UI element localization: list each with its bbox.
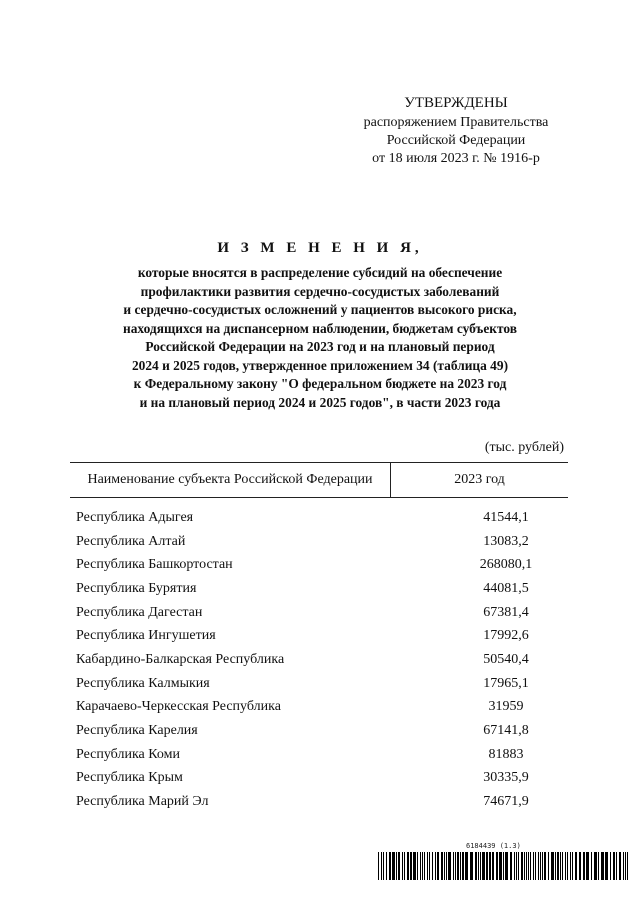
approval-heading: УТВЕРЖДЕНЫ — [404, 95, 508, 111]
row-value: 17965,1 — [483, 675, 529, 691]
row-value: 74671,9 — [483, 794, 529, 810]
row-value: 44081,5 — [483, 580, 529, 596]
row-value: 67141,8 — [483, 723, 529, 739]
subtitle-line: профилактики развития сердечно-сосудистых заболеваний — [140, 283, 500, 299]
row-name: Республика Дагестан — [76, 604, 203, 620]
subtitle-line: которые вносятся в распределение субсидий на обеспечение — [137, 265, 503, 280]
barcode-label: 6184439 (1.3) — [466, 842, 521, 850]
row-name: Республика Крым — [76, 770, 183, 786]
table-row — [76, 790, 566, 814]
barcode-icon — [378, 852, 630, 880]
document-subtitle — [60, 264, 580, 412]
subtitle-line: и на плановый период 2024 и 2025 годов", в части 2023 года — [139, 394, 501, 410]
header-year: 2023 год — [454, 472, 505, 487]
approval-stamp — [340, 94, 572, 168]
table-row — [76, 577, 566, 601]
table-row — [76, 530, 566, 554]
row-value: 67381,4 — [483, 604, 529, 620]
approval-line-2: Российской Федерации — [386, 133, 526, 148]
row-name: Республика Коми — [76, 746, 180, 762]
row-name: Республика Башкортостан — [76, 557, 233, 573]
row-value: 50540,4 — [483, 651, 529, 667]
row-name: Республика Адыгея — [76, 509, 194, 525]
table-row — [76, 696, 566, 720]
barcode — [378, 842, 630, 882]
row-name: Республика Алтай — [76, 533, 186, 549]
row-value: 81883 — [488, 746, 524, 762]
row-name: Карачаево-Черкесская Республика — [76, 699, 281, 715]
row-value: 13083,2 — [483, 533, 529, 549]
subtitle-line: 2024 и 2025 годов, утвержденное приложением 34 (таблица 49) — [131, 357, 509, 373]
table-row — [76, 601, 566, 625]
row-value: 30335,9 — [483, 770, 529, 786]
subtitle-line: находящихся на диспансерном наблюдении, бюджетам субъектов — [123, 320, 517, 336]
row-value: 41544,1 — [483, 509, 529, 525]
row-name: Республика Марий Эл — [76, 794, 209, 810]
table-row — [76, 648, 566, 672]
row-name: Республика Карелия — [76, 723, 198, 739]
row-value: 31959 — [488, 699, 524, 715]
approval-line-3: от 18 июля 2023 г. № 1916-р — [372, 151, 540, 166]
table-body — [76, 506, 566, 814]
row-value: 17992,6 — [483, 628, 529, 644]
table-header — [70, 462, 568, 498]
row-name: Кабардино-Балкарская Республика — [76, 651, 285, 667]
header-subject-name: Наименование субъекта Российской Федерации — [70, 463, 391, 497]
subtitle-line: и сердечно-сосудистых осложнений у пациентов высокого риска, — [123, 302, 517, 317]
table-row — [76, 719, 566, 743]
table-row — [76, 672, 566, 696]
table-row — [76, 767, 566, 791]
table-row — [76, 624, 566, 648]
row-name: Республика Бурятия — [76, 580, 197, 596]
units-label: (тыс. рублей) — [484, 440, 564, 455]
table-row — [76, 743, 566, 767]
subtitle-line: Российской Федерации на 2023 год и на плановый период — [145, 339, 495, 354]
document-title: И З М Е Н Е Н И Я, — [217, 240, 423, 256]
row-value: 268080,1 — [479, 557, 533, 573]
table-row — [76, 553, 566, 577]
subtitle-line: к Федеральному закону "О федеральном бюджете на 2023 год — [133, 376, 507, 391]
approval-line-1: распоряжением Правительства — [363, 115, 549, 130]
row-name: Республика Калмыкия — [76, 675, 210, 691]
row-name: Республика Ингушетия — [76, 628, 216, 644]
table-row — [76, 506, 566, 530]
